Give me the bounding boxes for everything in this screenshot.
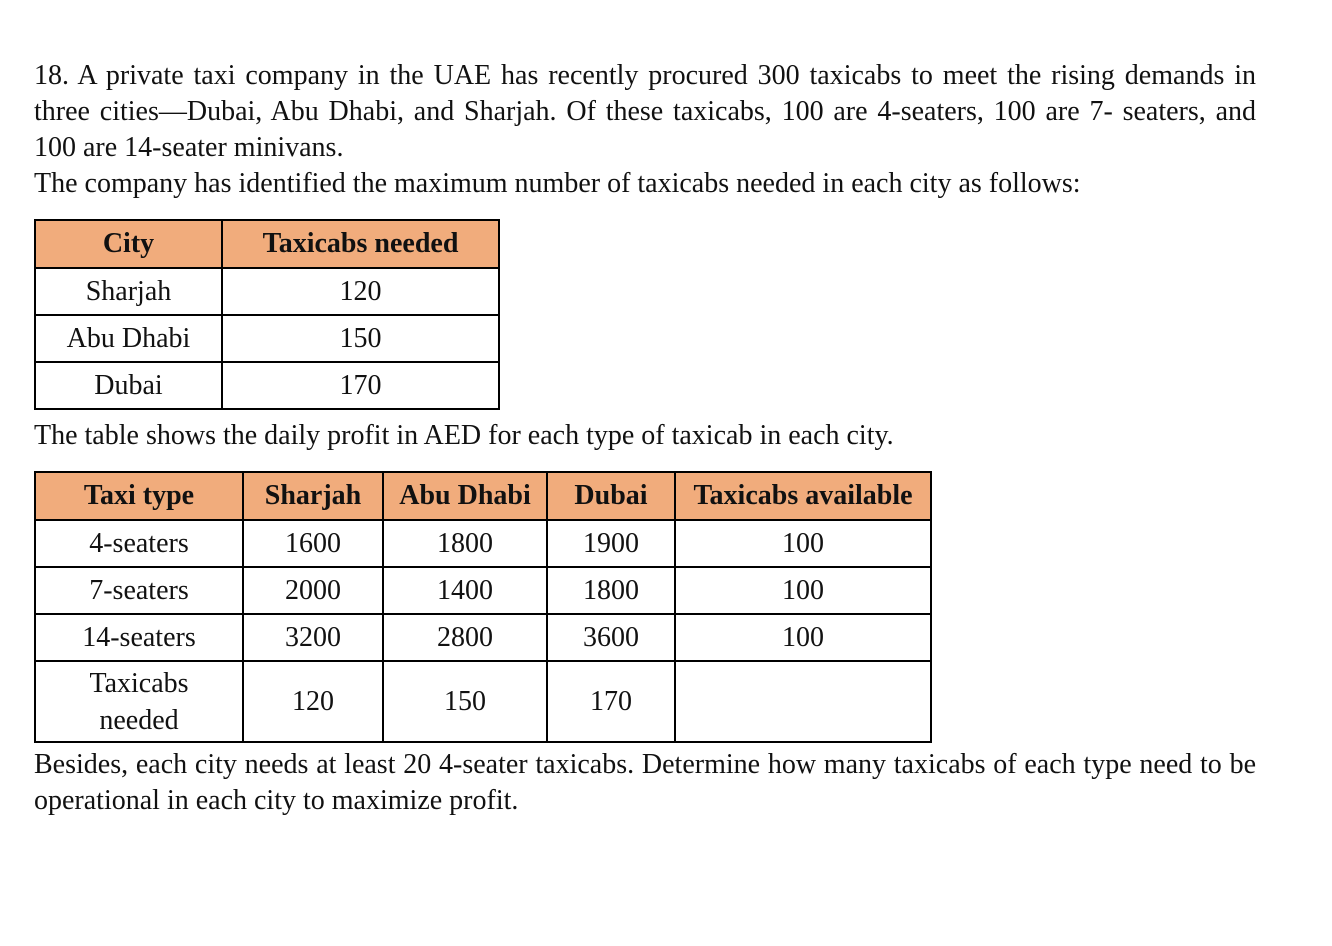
- daily-profit-table: [34, 471, 932, 743]
- city-demand-table: [34, 219, 500, 410]
- table-header-abu-dhabi: Abu Dhabi: [383, 472, 547, 520]
- table-cell: 2000: [243, 567, 383, 614]
- problem-line-2: The company has identified the maximum number of taxicabs needed in each city as follows:: [34, 168, 1081, 199]
- table-cell: 170: [547, 661, 675, 742]
- problem-intro: 18. A private taxi company in the UAE has recently procured 300 taxicabs to meet the rising demands in three cities—Dubai, Abu Dhabi, and Sharjah. Of these taxicabs, 100 are 4-seaters, 100 are 7- seaters, and 100 are 14-seater minivans.: [34, 60, 1256, 163]
- table-header-row: [35, 220, 499, 268]
- table-cell: 150: [383, 661, 547, 742]
- taxicabs-needed-label: Taxicabs needed: [89, 667, 189, 736]
- table-cell: 14-seaters: [35, 614, 243, 661]
- table-cell: Dubai: [35, 362, 222, 409]
- table-cell: 120: [243, 661, 383, 742]
- table-header-taxicabs-needed: Taxicabs needed: [222, 220, 499, 268]
- table-header-sharjah: Sharjah: [243, 472, 383, 520]
- table-row: [35, 315, 499, 362]
- table-cell: 1900: [547, 520, 675, 567]
- table-header-taxi-type: Taxi type: [35, 472, 243, 520]
- table-cell: 3600: [547, 614, 675, 661]
- table-header-taxicabs-available: Taxicabs available: [675, 472, 931, 520]
- table-cell: 100: [675, 614, 931, 661]
- table-cell: 4-seaters: [35, 520, 243, 567]
- table-row: [35, 661, 931, 742]
- table-cell: 120: [222, 268, 499, 315]
- table-cell: 1600: [243, 520, 383, 567]
- table-cell: 170: [222, 362, 499, 409]
- table-cell: 3200: [243, 614, 383, 661]
- table-cell: 7-seaters: [35, 567, 243, 614]
- table-header-city: City: [35, 220, 222, 268]
- table-row: [35, 567, 931, 614]
- problem-line-3: The table shows the daily profit in AED for each type of taxicab in each city.: [34, 420, 894, 451]
- table-cell: 1800: [383, 520, 547, 567]
- table-row: [35, 268, 499, 315]
- problem-document: [34, 58, 1256, 819]
- table-row: [35, 520, 931, 567]
- table-cell: 1400: [383, 567, 547, 614]
- table-cell: [675, 661, 931, 742]
- table-cell: Abu Dhabi: [35, 315, 222, 362]
- table-cell: 2800: [383, 614, 547, 661]
- problem-closing: Besides, each city needs at least 20 4-seater taxicabs. Determine how many taxicabs of each type need to be operational in each city to maximize profit.: [34, 749, 1256, 816]
- table-row: [35, 614, 931, 661]
- table-cell: 100: [675, 520, 931, 567]
- table-header-row: [35, 472, 931, 520]
- table-cell: 100: [675, 567, 931, 614]
- table-header-dubai: Dubai: [547, 472, 675, 520]
- table-cell: Sharjah: [35, 268, 222, 315]
- table-cell: 1800: [547, 567, 675, 614]
- table-cell: [35, 661, 243, 742]
- table-cell: 150: [222, 315, 499, 362]
- table-row: [35, 362, 499, 409]
